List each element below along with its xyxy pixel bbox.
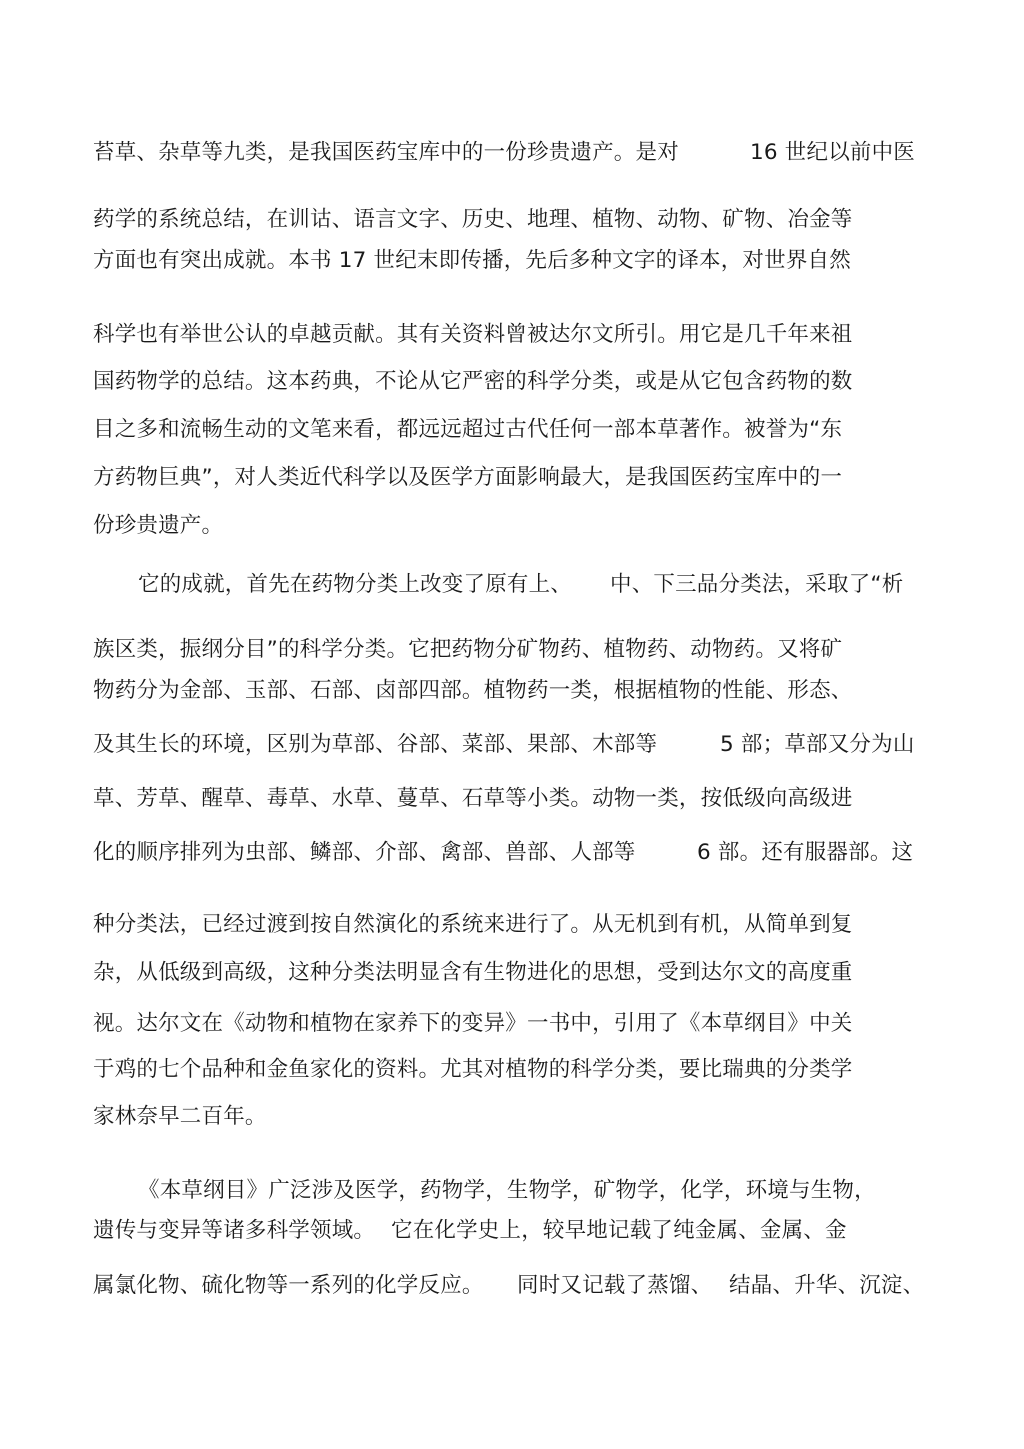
text-segment: 结晶、升华、沉淀、 bbox=[729, 1273, 925, 1298]
text-line: 种分类法，已经过渡到按自然演化的系统来进行了。从无机到有机，从简单到复 bbox=[93, 912, 853, 937]
text-segment: 16 世纪以前中医 bbox=[750, 140, 915, 165]
text-line: 方药物巨典”，对人类近代科学以及医学方面影响最大，是我国医药宝库中的一 bbox=[93, 465, 843, 490]
text-segment: 同时又记载了蒸馏、 bbox=[517, 1273, 713, 1298]
text-line: 杂，从低级到高级，这种分类法明显含有生物进化的思想，受到达尔文的高度重 bbox=[93, 960, 853, 985]
text-segment: 及其生长的环境，区别为草部、谷部、菜部、果部、木部等 bbox=[93, 732, 658, 757]
text-segment: 属氯化物、硫化物等一系列的化学反应。 bbox=[93, 1273, 484, 1298]
text-line: 国药物学的总结。这本药典，不论从它严密的科学分类，或是从它包含药物的数 bbox=[93, 369, 853, 394]
text-line: 物药分为金部、玉部、石部、卤部四部。植物药一类，根据植物的性能、形态、 bbox=[93, 678, 853, 703]
text-segment: 中、下三品分类法，采取了“析 bbox=[610, 572, 904, 597]
text-line: 视。达尔文在《动物和植物在家养下的变异》一书中，引用了《本草纲目》中关 bbox=[93, 1011, 853, 1036]
text-segment: 遗传与变异等诸多科学领域。 bbox=[93, 1218, 376, 1243]
text-line: 方面也有突出成就。本书 17 世纪末即传播，先后多种文字的译本，对世界自然 bbox=[93, 248, 851, 273]
text-segment: 它的成就，首先在药物分类上改变了原有上、 bbox=[138, 572, 573, 597]
text-line: 家林奈早二百年。 bbox=[93, 1104, 267, 1129]
text-segment: 苔草、杂草等九类，是我国医药宝库中的一份珍贵遗产。是对 bbox=[93, 140, 679, 165]
text-line: 《本草纲目》广泛涉及医学，药物学，生物学，矿物学，化学，环境与生物， bbox=[138, 1178, 876, 1203]
text-segment: 化的顺序排列为虫部、鳞部、介部、禽部、兽部、人部等 bbox=[93, 840, 636, 865]
text-segment: 6 部。还有服器部。这 bbox=[697, 840, 914, 865]
text-line: 草、芳草、醒草、毒草、水草、蔓草、石草等小类。动物一类，按低级向高级进 bbox=[93, 786, 853, 811]
text-line: 目之多和流畅生动的文笔来看，都远远超过古代任何一部本草著作。被誉为“东 bbox=[93, 417, 843, 442]
text-segment: 5 部；草部又分为山 bbox=[720, 732, 915, 757]
text-line: 药学的系统总结，在训诂、语言文字、历史、地理、植物、动物、矿物、冶金等 bbox=[93, 207, 853, 232]
text-line: 科学也有举世公认的卓越贡献。其有关资料曾被达尔文所引。用它是几千年来祖 bbox=[93, 322, 853, 347]
text-segment: 它在化学史上，较早地记载了纯金属、金属、金 bbox=[391, 1218, 847, 1243]
text-line: 于鸡的七个品种和金鱼家化的资料。尤其对植物的科学分类，要比瑞典的分类学 bbox=[93, 1057, 853, 1082]
text-line: 份珍贵遗产。 bbox=[93, 513, 224, 538]
text-line: 族区类，振纲分目”的科学分类。它把药物分矿物药、植物药、动物药。又将矿 bbox=[93, 637, 843, 662]
